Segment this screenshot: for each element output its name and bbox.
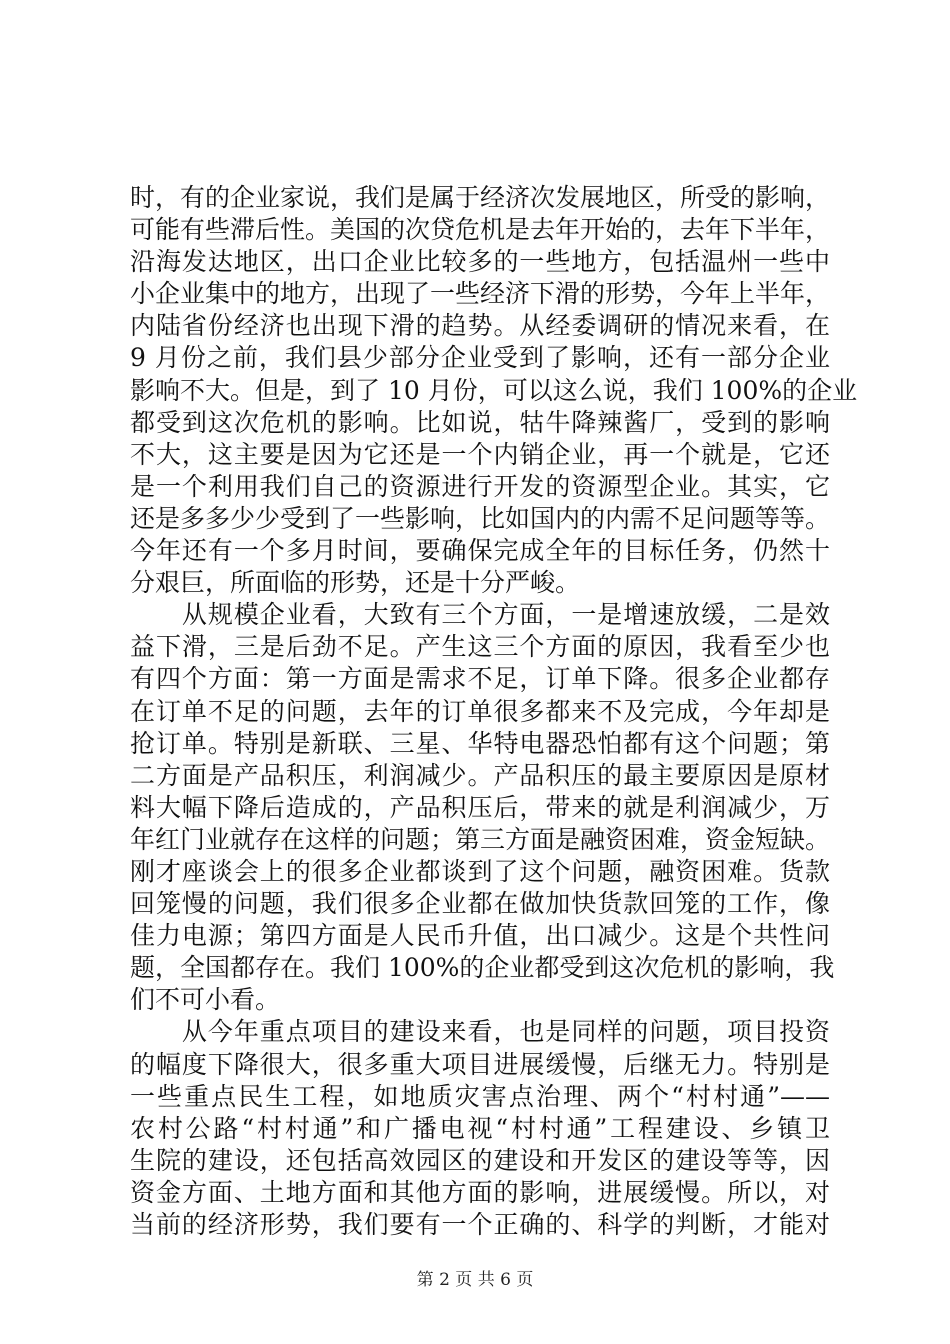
text-line: 时，有的企业家说，我们是属于经济次发展地区，所受的影响， bbox=[130, 183, 831, 212]
body-text bbox=[130, 182, 858, 1241]
text-line: 题，全国都存在。我们 100%的企业都受到这次危机的影响，我 bbox=[130, 953, 835, 983]
text-line: 抢订单。特别是新联、三星、华特电器恐怕都有这个问题；第 bbox=[130, 728, 830, 758]
text-line: 料大幅下降后造成的，产品积压后，带来的就是利润减少，万 bbox=[130, 792, 830, 822]
text-line: 生院的建设，还包括高效园区的建设和开发区的建设等等，因 bbox=[130, 1145, 830, 1175]
text-line: 一些重点民生工程，如地质灾害点治理、两个“村村通”—— bbox=[130, 1081, 830, 1111]
text-line: 们不可小看。 bbox=[130, 985, 281, 1015]
text-line: 不大，这主要是因为它还是一个内销企业，再一个就是，它还 bbox=[130, 439, 830, 469]
text-line: 是一个利用我们自己的资源进行开发的资源型企业。其实，它 bbox=[130, 471, 830, 501]
text-line: 二方面是产品积压，利润减少。产品积压的最主要原因是原材 bbox=[130, 760, 830, 790]
text-line: 小企业集中的地方，出现了一些经济下滑的形势，今年上半年， bbox=[130, 279, 831, 309]
text-line: 从规模企业看，大致有三个方面，一是增速放缓，二是效 bbox=[130, 600, 830, 630]
text-line: 影响不大。但是，到了 10 月份，可以这么说，我们 100%的企业 bbox=[130, 375, 858, 405]
text-line: 还是多多少少受到了一些影响，比如国内的内需不足问题等等。 bbox=[130, 503, 831, 533]
text-line: 益下滑，三是后劲不足。产生这三个方面的原因，我看至少也 bbox=[130, 632, 830, 662]
text-line: 今年还有一个多月时间，要确保完成全年的目标任务，仍然十 bbox=[130, 536, 830, 566]
text-line: 内陆省份经济也出现下滑的趋势。从经委调研的情况来看，在 bbox=[130, 311, 830, 341]
text-line: 沿海发达地区，出口企业比较多的一些地方，包括温州一些中 bbox=[130, 247, 830, 277]
text-line: 可能有些滞后性。美国的次贷危机是去年开始的，去年下半年， bbox=[130, 215, 831, 245]
text-line: 资金方面、土地方面和其他方面的影响，进展缓慢。所以，对 bbox=[130, 1177, 830, 1207]
text-line: 都受到这次危机的影响。比如说，牯牛降辣酱厂，受到的影响 bbox=[130, 407, 830, 437]
text-line: 刚才座谈会上的很多企业都谈到了这个问题，融资困难。货款 bbox=[130, 856, 830, 886]
text-line: 当前的经济形势，我们要有一个正确的、科学的判断，才能对 bbox=[130, 1210, 830, 1239]
text-line: 有四个方面：第一方面是需求不足，订单下降。很多企业都存 bbox=[130, 664, 830, 694]
text-line: 的幅度下降很大，很多重大项目进展缓慢，后继无力。特别是 bbox=[130, 1049, 830, 1079]
text-line: 佳力电源；第四方面是人民币升值，出口减少。这是个共性问 bbox=[130, 921, 830, 951]
text-line: 从今年重点项目的建设来看，也是同样的问题，项目投资 bbox=[130, 1017, 830, 1047]
text-line: 9 月份之前，我们县少部分企业受到了影响，还有一部分企业 bbox=[130, 343, 830, 373]
text-line: 分艰巨，所面临的形势，还是十分严峻。 bbox=[130, 568, 581, 598]
text-line: 在订单不足的问题，去年的订单很多都来不及完成，今年却是 bbox=[130, 696, 830, 726]
text-line: 年红门业就存在这样的问题；第三方面是融资困难，资金短缺。 bbox=[130, 824, 831, 854]
text-line: 农村公路“村村通”和广播电视“村村通”工程建设、乡镇卫 bbox=[130, 1113, 830, 1143]
page-footer: 第 2 页 共 6 页 bbox=[416, 1270, 534, 1290]
text-line: 回笼慢的问题，我们很多企业都在做加快货款回笼的工作，像 bbox=[130, 889, 830, 919]
